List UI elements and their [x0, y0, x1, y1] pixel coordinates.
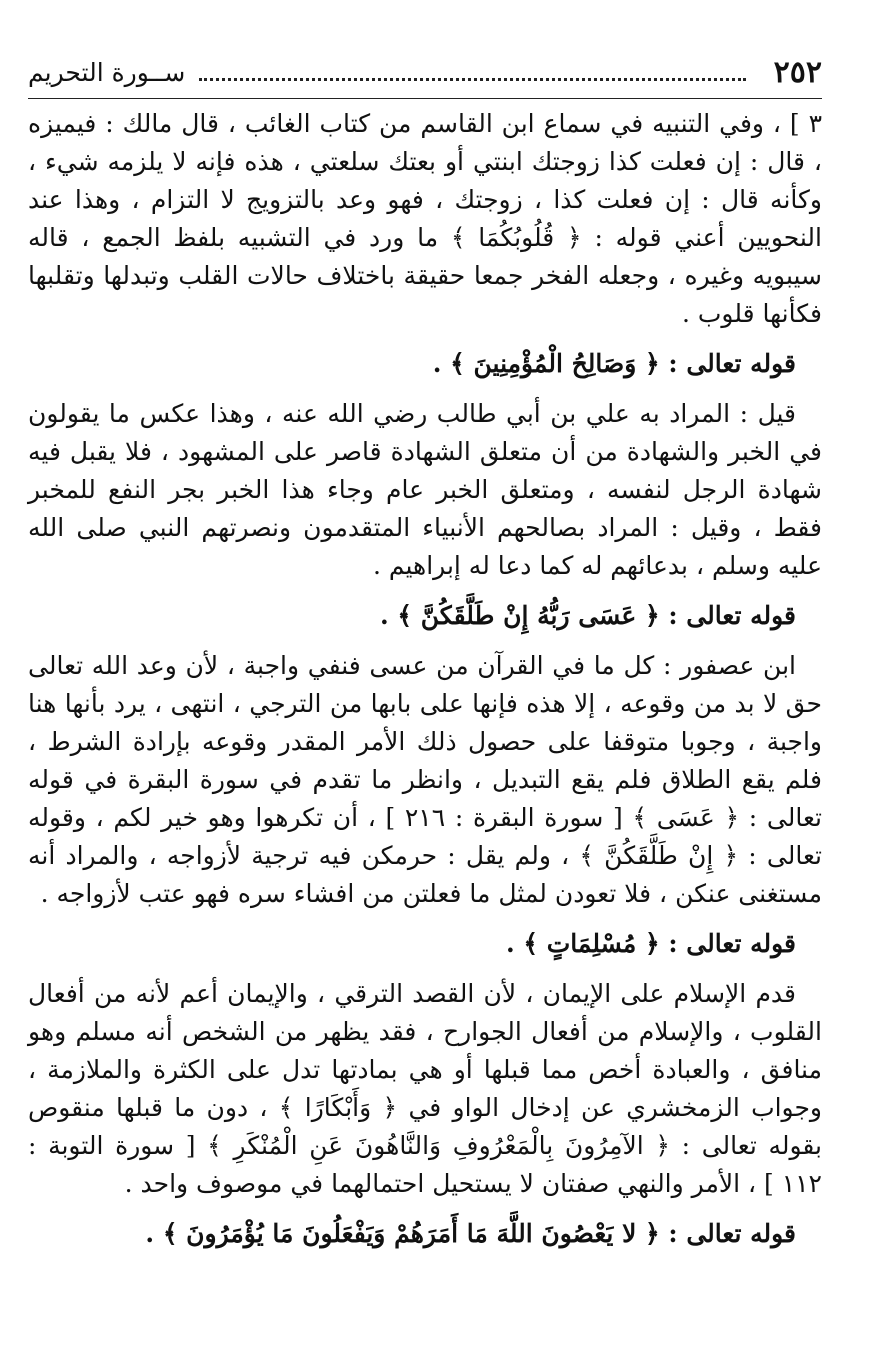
paragraph-3: ابن عصفور : كل ما في القرآن من عسى فنفي واجبة ، لأن وعد الله تعالى حق لا بد من وقوعه ، إلا هذه فإنها على بابها من الترجي ، انتهى ، يرد بأنها هنا واجبة ، وجوبا متوقفا على حصول ذلك الأمر المقدر وقوعه بإرادة الشرط ، فلم يقع الطلاق فلم يقع التبديل ، وانظر ما تقدم في سورة البقرة في قوله تعالى : ﴿ عَسَى ﴾ [ سورة البقرة : ٢١٦ ] ، أن تكرهوا وهو خير لكم ، وقوله تعالى : ﴿ إِنْ طَلَّقَكُنَّ ﴾ ، ولم يقل : حرمكن فيه ترجية لأزواجه ، والمراد أنه مستغنى عنكن ، فلا تعودن لمثل ما فعلتن من افشاء سره فهو عتب لأزواجه .	[28, 651, 822, 908]
header-dotted-rule	[199, 74, 745, 81]
page-number: ٢٥٢	[773, 54, 822, 90]
page-body	[28, 105, 822, 1253]
paragraph-1: ٣ ] ، وفي التنبيه في سماع ابن القاسم من كتاب الغائب ، قال مالك : فيميزه ، قال : إن فعلت كذا زوجتك ابنتي أو بعتك سلعتي ، هذه فإنه لا يلزمه شيء ، وكأنه قال : إن فعلت كذا ، زوجتك ، فهو وعد بالتزويج لا التزام ، وهذا عند النحويين أعني قوله : ﴿ قُلُوبُكُمَا ﴾ ما ورد في التشبيه بلفظ الجمع ، قاله سيبويه وغيره ، وجعله الفخر جمعا حقيقة باختلاف حالات القلب وتبدلها وتقلبها فكأنها قلوب .	[28, 109, 822, 328]
page-header	[28, 50, 822, 99]
book-page	[28, 50, 822, 1265]
surah-title: ســورة التحريم	[28, 57, 186, 87]
verse-heading-2: قوله تعالى : ﴿ عَسَى رَبُّهُ إِنْ طَلَّقَكُنَّ ﴾ .	[380, 601, 796, 630]
paragraph-4: قدم الإسلام على الإيمان ، لأن القصد الترقي ، والإيمان أعم لأنه من أفعال القلوب ، والإسلام من أفعال الجوارح ، فقد يظهر من الشخص أنه مسلم وهو منافق ، والعبادة أخص مما قبلها أو هي بمادتها تدل على الكثرة والملازمة ، وجواب الزمخشري عن إدخال الواو في ﴿ وَأَبْكَارًا ﴾ ، دون ما قبلها منقوص بقوله تعالى : ﴿ الآمِرُونَ بِالْمَعْرُوفِ وَالنَّاهُونَ عَنِ الْمُنْكَرِ ﴾ [ سورة التوبة : ١١٢ ] ، الأمر والنهي صفتان لا يستحيل احتمالهما في موصوف واحد .	[28, 979, 822, 1198]
paragraph-2: قيل : المراد به علي بن أبي طالب رضي الله عنه ، وهذا عكس ما يقولون في الخبر والشهادة من أن متعلق الشهادة قاصر على المشهود ، فلا يقبل فيه شهادة الرجل لنفسه ، ومتعلق الخبر عام وجاء هذا الخبر بجر النفع للمخبر فقط ، وقيل : المراد بصالحهم الأنبياء المتقدمون ونصرتهم النبي صلى الله عليه وسلم ، بدعائهم له كما دعا له إبراهيم .	[28, 399, 822, 580]
verse-heading-4: قوله تعالى : ﴿ لا يَعْصُونَ اللَّهَ مَا أَمَرَهُمْ وَيَفْعَلُونَ مَا يُؤْمَرُونَ ﴾ .	[145, 1219, 796, 1248]
verse-heading-1: قوله تعالى : ﴿ وَصَالِحُ الْمُؤْمِنِينَ ﴾ .	[432, 349, 796, 378]
verse-heading-3: قوله تعالى : ﴿ مُسْلِمَاتٍ ﴾ .	[505, 929, 796, 958]
